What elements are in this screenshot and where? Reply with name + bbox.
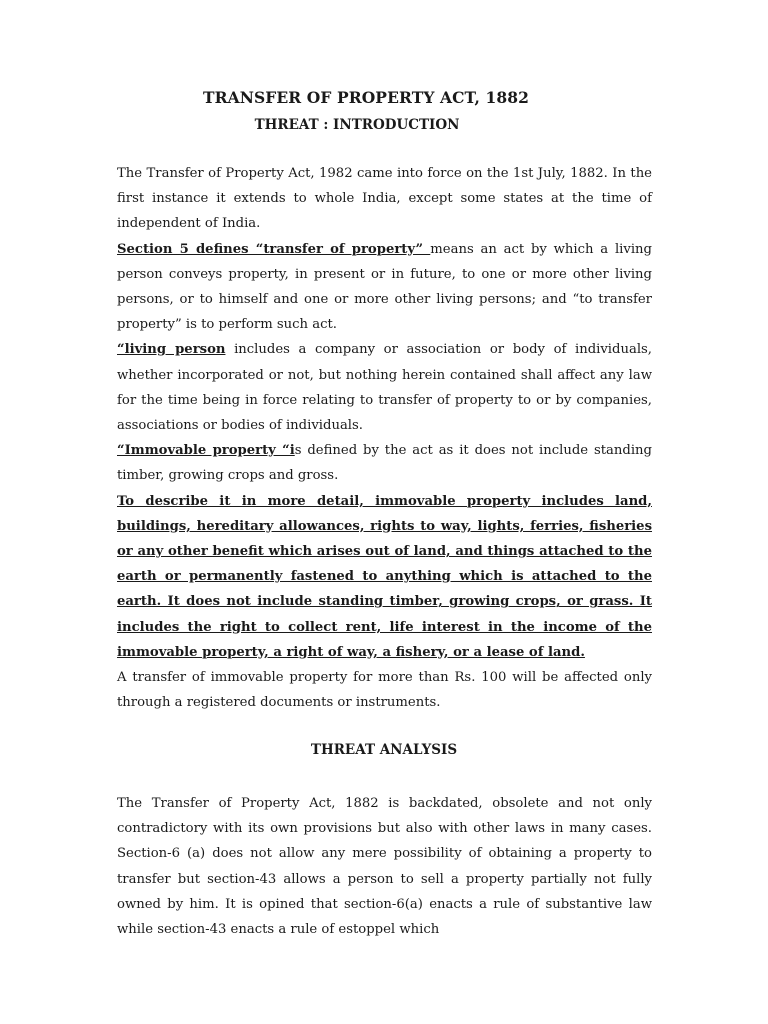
section-5-paragraph [117,237,652,338]
living-person-text: includes a company or association or body of individuals, whether incorporated or not, but nothing herein contained shall affect any law for the time being in force relating to transfer of property to or by companies, associations or bodies of individuals. [117,342,653,434]
registration-paragraph: A transfer of immovable property for more than Rs. 100 will be affected only through a registered documents or instruments. [117,670,652,711]
document-title: TRANSFER OF PROPERTY ACT, 1882 [202,88,530,107]
immovable-property-paragraph [117,438,652,488]
immovable-property-text: s defined by the act as it does not include standing timber, growing crops and gross. [117,443,652,484]
immovable-detail-paragraph: To describe it in more detail, immovable property includes land, buildings, hereditary allowances, rights to way, lights, ferries, fisheries or any other benefit which arises out of land, and things attached to the earth or permanently fastened to anything which is attached to the earth. It does not include standing timber, growing crops, or grass. It includes the right to collect rent, life interest in the income of the immovable property, a right of way, a fishery, or a lease of land. [117,493,652,660]
immovable-property-label: “Immovable property “i [117,443,295,459]
analysis-paragraph: The Transfer of Property Act, 1882 is backdated, obsolete and not only contradictory with its own provisions but also with other laws in many cases. Section-6 (a) does not allow any mere possibility of obtaining a property to transfer but section-43 allows a person to sell a property partially not fully owned by him. It is opined that section-6(a) enacts a rule of substantive law while section-43 enacts a rule of estoppel which [117,796,652,938]
living-person-paragraph [117,337,652,438]
section-5-text: means an act by which a living person conveys property, in present or in future, to one or more other living persons, or to himself and one or more other living persons; and “to transfer property” is to perform such act. [117,241,652,333]
document-subtitle: THREAT : INTRODUCTION [254,117,460,133]
living-person-label: “living person [117,342,226,358]
analysis-section [117,791,652,942]
intro-paragraph: The Transfer of Property Act, 1982 came into force on the 1st July, 1882. In the first instance it extends to whole India, except some states at the time of independent of India. [117,166,652,232]
section-5-label: Section 5 defines “transfer of property” [117,241,431,257]
analysis-heading: THREAT ANALYSIS [310,742,458,758]
introduction-section [117,161,652,715]
